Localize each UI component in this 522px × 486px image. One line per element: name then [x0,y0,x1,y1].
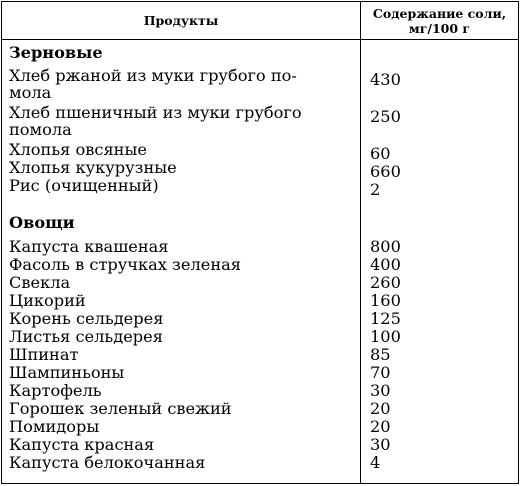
table-row-label: Рис (очищенный) [9,176,159,195]
header-products [2,2,360,39]
salt-content-table [1,1,519,484]
section-title-grains: Зерновые [9,43,103,62]
table-row-label: Капуста красная [9,435,155,454]
table-row-value: 30 [370,435,391,454]
table-row-value: 20 [370,417,391,436]
table-row-label: Капуста белокочанная [9,453,206,472]
header-products-label: Продукты [143,13,219,28]
table-row-value: 85 [370,345,391,364]
table-row-label-cont: мола [9,83,52,102]
table-row-value: 100 [370,327,401,346]
table-row-value: 800 [370,237,401,256]
table-row-label: Фасоль в стручках зеленая [9,255,241,274]
table-row-value: 2 [370,180,381,199]
table-row-value: 70 [370,363,391,382]
table-row-label: Листья сельдерея [9,327,163,346]
table-row-label: Помидоры [9,417,100,436]
table-row-value: 60 [370,144,391,163]
table-row-value: 125 [370,309,401,328]
table-row-label: Горошек зеленый свежий [9,399,232,418]
table-row-label: Капуста квашеная [9,237,169,256]
table-row-label: Шампиньоны [9,363,125,382]
table-row-label: Хлопья овсяные [9,140,147,159]
table-row-label: Хлеб ржаной из муки грубого по- [9,66,297,85]
table-row-value: 30 [370,381,391,400]
table-row-value: 660 [370,162,401,181]
table-row-value: 20 [370,399,391,418]
table-row-label-cont: помола [9,120,72,139]
table-row-value: 160 [370,291,401,310]
header-divider [2,39,518,40]
table-row-value: 4 [370,453,381,472]
table-row-label: Цикорий [9,291,86,310]
table-row-value: 400 [370,255,401,274]
table-row-value: 260 [370,273,401,292]
table-row-label: Картофель [9,381,102,400]
table-row-value: 430 [370,70,401,89]
header-salt-line2: мг/100 г [408,20,471,36]
table-row-value: 250 [370,107,401,126]
table-row-label: Шпинат [9,345,79,364]
section-title-vegetables: Овощи [9,213,75,232]
table-row-label: Хлопья кукурузные [9,158,177,177]
column-divider [360,2,361,483]
table-row-label: Свекла [9,273,71,292]
header-salt-line1: Содержание соли, [372,5,507,21]
table-row-label: Хлеб пшеничный из муки грубого [9,103,302,122]
table-row-label: Корень сельдерея [9,309,164,328]
header-salt-content [361,2,518,39]
